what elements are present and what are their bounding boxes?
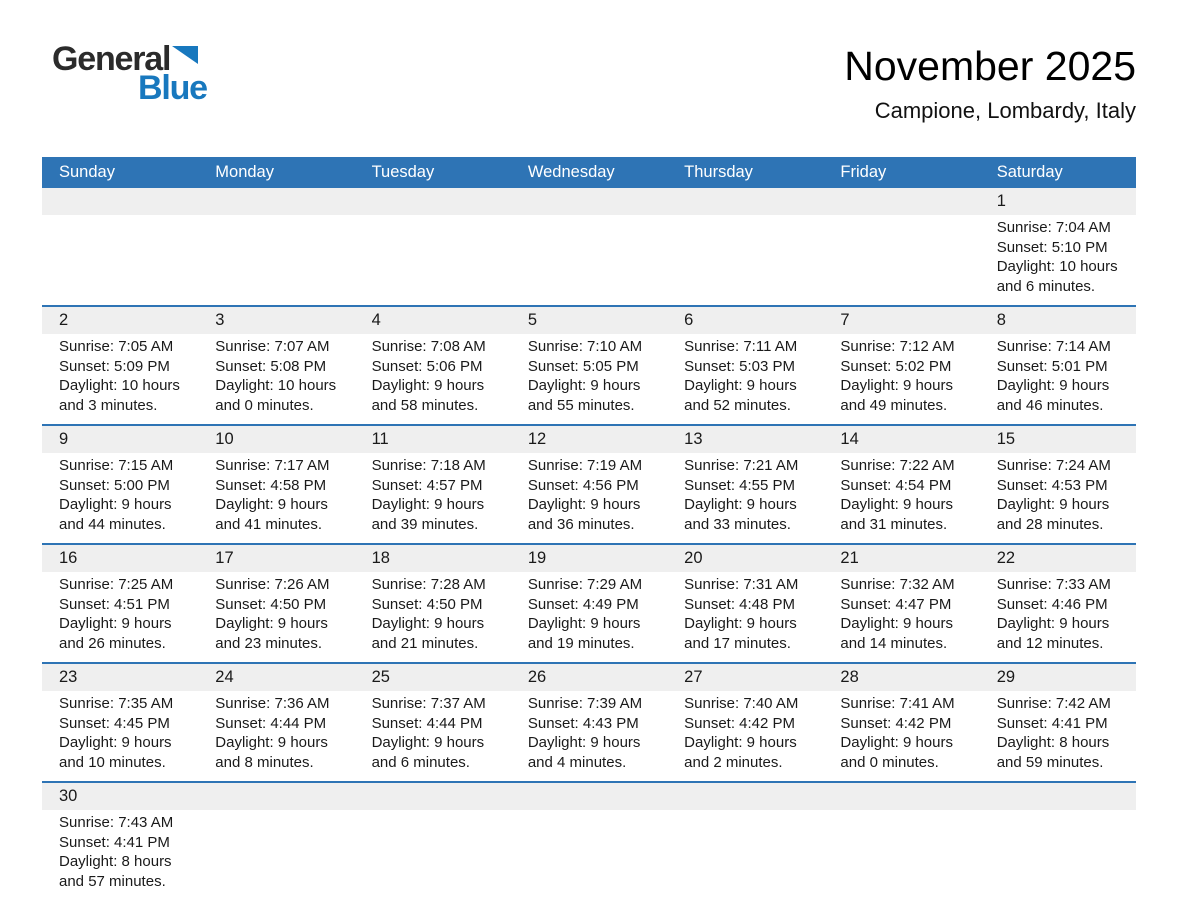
- day-number: 12: [511, 426, 667, 453]
- day-details: [511, 810, 667, 894]
- sunrise-text: Sunrise: 7:10 AM: [527, 338, 643, 355]
- empty-day-cell: [198, 188, 354, 305]
- day-details: [198, 572, 354, 662]
- daylight-text: Daylight: 9 hours and 55 minutes.: [527, 377, 641, 414]
- empty-day-cell: [198, 783, 354, 900]
- sunrise-text: Sunrise: 7:08 AM: [371, 338, 486, 355]
- daylight-text: Daylight: 9 hours and 36 minutes.: [527, 496, 641, 533]
- day-details: [980, 572, 1136, 662]
- day-cell: [823, 664, 979, 781]
- day-details: [42, 215, 198, 299]
- day-details: [198, 810, 354, 894]
- day-cell: [198, 664, 354, 781]
- day-cell: [823, 426, 979, 543]
- day-number: 4: [355, 307, 511, 334]
- sunrise-text: Sunrise: 7:33 AM: [996, 576, 1111, 593]
- sunrise-text: Sunrise: 7:36 AM: [215, 695, 330, 712]
- daylight-text: Daylight: 9 hours and 6 minutes.: [371, 734, 485, 771]
- daylight-text: Daylight: 8 hours and 57 minutes.: [59, 853, 172, 890]
- daylight-text: Daylight: 9 hours and 17 minutes.: [684, 615, 797, 652]
- sunrise-text: Sunrise: 7:12 AM: [840, 338, 955, 355]
- sunset-text: Sunset: 4:43 PM: [527, 714, 639, 732]
- week-row: [42, 305, 1136, 424]
- day-details: [667, 691, 823, 781]
- empty-day-cell: [42, 188, 198, 305]
- day-details: [198, 691, 354, 781]
- sunset-text: Sunset: 4:50 PM: [371, 595, 483, 613]
- day-number: 6: [667, 307, 823, 334]
- empty-day-cell: [667, 188, 823, 305]
- daylight-text: Daylight: 9 hours and 33 minutes.: [684, 496, 797, 533]
- sunrise-text: Sunrise: 7:39 AM: [527, 695, 643, 712]
- weekday-header-tuesday: Tuesday: [371, 163, 435, 181]
- day-number: 20: [667, 545, 823, 572]
- logo-text-general: General: [52, 40, 171, 78]
- daylight-text: Daylight: 9 hours and 52 minutes.: [684, 377, 797, 414]
- sunset-text: Sunset: 4:44 PM: [371, 714, 483, 732]
- day-number: 1: [980, 188, 1136, 215]
- empty-day-cell: [667, 783, 823, 900]
- day-details: [355, 810, 511, 894]
- sunset-text: Sunset: 4:50 PM: [215, 595, 327, 613]
- day-details: [823, 453, 979, 543]
- day-cell: [667, 426, 823, 543]
- day-number: 7: [823, 307, 979, 334]
- sunrise-text: Sunrise: 7:25 AM: [59, 576, 174, 593]
- sunrise-text: Sunrise: 7:15 AM: [59, 457, 174, 474]
- day-number: 17: [198, 545, 354, 572]
- day-details: [355, 453, 511, 543]
- sunrise-text: Sunrise: 7:43 AM: [59, 814, 174, 831]
- day-details: [667, 810, 823, 894]
- day-details: [823, 691, 979, 781]
- day-cell: [511, 545, 667, 662]
- daylight-text: Daylight: 10 hours and 0 minutes.: [215, 377, 337, 414]
- sunset-text: Sunset: 4:55 PM: [684, 476, 796, 494]
- week-row: [42, 188, 1136, 305]
- day-details: [42, 453, 198, 543]
- day-number: [355, 188, 511, 215]
- daylight-text: Daylight: 9 hours and 41 minutes.: [215, 496, 328, 533]
- sunrise-text: Sunrise: 7:18 AM: [371, 457, 486, 474]
- daylight-text: Daylight: 9 hours and 31 minutes.: [840, 496, 953, 533]
- sunset-text: Sunset: 4:42 PM: [684, 714, 796, 732]
- day-number: 14: [823, 426, 979, 453]
- day-cell: [355, 307, 511, 424]
- daylight-text: Daylight: 9 hours and 14 minutes.: [840, 615, 953, 652]
- day-number: 25: [355, 664, 511, 691]
- day-cell: [355, 545, 511, 662]
- sunset-text: Sunset: 5:01 PM: [996, 357, 1108, 375]
- day-details: [42, 334, 198, 424]
- weekday-header-row: [42, 157, 1136, 188]
- day-cell: [667, 307, 823, 424]
- empty-day-cell: [511, 188, 667, 305]
- sunrise-text: Sunrise: 7:42 AM: [996, 695, 1111, 712]
- sunset-text: Sunset: 4:57 PM: [371, 476, 483, 494]
- day-cell: [980, 307, 1136, 424]
- day-cell: [198, 426, 354, 543]
- day-number: 28: [823, 664, 979, 691]
- day-details: [667, 453, 823, 543]
- day-cell: [42, 426, 198, 543]
- weekday-header-friday: Friday: [840, 163, 887, 181]
- weekday-header-wednesday: Wednesday: [527, 163, 615, 181]
- day-details: [667, 334, 823, 424]
- day-details: [511, 691, 667, 781]
- day-details: [355, 215, 511, 299]
- sunset-text: Sunset: 4:42 PM: [840, 714, 952, 732]
- day-number: 5: [511, 307, 667, 334]
- day-cell: [980, 545, 1136, 662]
- sunrise-text: Sunrise: 7:21 AM: [684, 457, 799, 474]
- daylight-text: Daylight: 9 hours and 49 minutes.: [840, 377, 953, 414]
- sunset-text: Sunset: 4:56 PM: [527, 476, 639, 494]
- daylight-text: Daylight: 10 hours and 6 minutes.: [996, 258, 1118, 295]
- day-number: 11: [355, 426, 511, 453]
- sunset-text: Sunset: 4:45 PM: [59, 714, 170, 732]
- empty-day-cell: [823, 783, 979, 900]
- day-cell: [198, 545, 354, 662]
- daylight-text: Daylight: 9 hours and 26 minutes.: [59, 615, 172, 652]
- day-number: 9: [42, 426, 198, 453]
- sunrise-text: Sunrise: 7:07 AM: [215, 338, 330, 355]
- sunset-text: Sunset: 5:03 PM: [684, 357, 796, 375]
- weekday-header-sunday: Sunday: [59, 163, 115, 181]
- day-details: [980, 334, 1136, 424]
- daylight-text: Daylight: 9 hours and 21 minutes.: [371, 615, 485, 652]
- sunrise-text: Sunrise: 7:41 AM: [840, 695, 955, 712]
- sunrise-text: Sunrise: 7:37 AM: [371, 695, 486, 712]
- day-cell: [355, 426, 511, 543]
- day-cell: [980, 188, 1136, 305]
- empty-day-cell: [823, 188, 979, 305]
- sunrise-text: Sunrise: 7:26 AM: [215, 576, 330, 593]
- empty-day-cell: [355, 188, 511, 305]
- daylight-text: Daylight: 9 hours and 19 minutes.: [527, 615, 641, 652]
- sunset-text: Sunset: 5:02 PM: [840, 357, 952, 375]
- day-details: [511, 453, 667, 543]
- day-cell: [42, 783, 198, 900]
- day-number: 21: [823, 545, 979, 572]
- daylight-text: Daylight: 8 hours and 59 minutes.: [996, 734, 1110, 771]
- sunset-text: Sunset: 4:53 PM: [996, 476, 1108, 494]
- daylight-text: Daylight: 9 hours and 28 minutes.: [996, 496, 1110, 533]
- day-details: [823, 810, 979, 894]
- sunset-text: Sunset: 4:47 PM: [840, 595, 952, 613]
- sunset-text: Sunset: 4:41 PM: [996, 714, 1108, 732]
- day-details: [667, 215, 823, 299]
- day-details: [198, 453, 354, 543]
- sunrise-text: Sunrise: 7:22 AM: [840, 457, 955, 474]
- empty-day-cell: [980, 783, 1136, 900]
- empty-day-cell: [511, 783, 667, 900]
- day-number: 23: [42, 664, 198, 691]
- day-details: [511, 334, 667, 424]
- daylight-text: Daylight: 9 hours and 4 minutes.: [527, 734, 641, 771]
- sunrise-text: Sunrise: 7:31 AM: [684, 576, 799, 593]
- day-number: 24: [198, 664, 354, 691]
- day-number: [511, 188, 667, 215]
- day-cell: [980, 664, 1136, 781]
- day-cell: [42, 307, 198, 424]
- day-details: [355, 572, 511, 662]
- day-number: [823, 188, 979, 215]
- day-number: 16: [42, 545, 198, 572]
- day-details: [42, 572, 198, 662]
- sunset-text: Sunset: 5:09 PM: [59, 357, 170, 375]
- day-cell: [980, 426, 1136, 543]
- day-number: 18: [355, 545, 511, 572]
- empty-day-cell: [355, 783, 511, 900]
- logo-triangle-icon: [172, 46, 198, 64]
- day-number: [823, 783, 979, 810]
- day-details: [355, 334, 511, 424]
- day-number: 22: [980, 545, 1136, 572]
- location-subtitle: Campione, Lombardy, Italy: [874, 98, 1136, 124]
- sunrise-text: Sunrise: 7:14 AM: [996, 338, 1111, 355]
- day-number: 3: [198, 307, 354, 334]
- calendar-table: [42, 157, 1136, 900]
- weekday-header-saturday: Saturday: [996, 163, 1063, 181]
- day-number: [198, 188, 354, 215]
- daylight-text: Daylight: 9 hours and 0 minutes.: [840, 734, 953, 771]
- page-header: [0, 0, 1188, 124]
- daylight-text: Daylight: 9 hours and 2 minutes.: [684, 734, 797, 771]
- weekday-header-thursday: Thursday: [684, 163, 753, 181]
- sunrise-text: Sunrise: 7:24 AM: [996, 457, 1111, 474]
- day-details: [42, 691, 198, 781]
- day-cell: [42, 545, 198, 662]
- day-number: 26: [511, 664, 667, 691]
- week-row: [42, 781, 1136, 900]
- day-cell: [42, 664, 198, 781]
- day-cell: [823, 307, 979, 424]
- day-number: 29: [980, 664, 1136, 691]
- daylight-text: Daylight: 9 hours and 10 minutes.: [59, 734, 172, 771]
- day-cell: [667, 664, 823, 781]
- day-cell: [511, 426, 667, 543]
- week-row: [42, 424, 1136, 543]
- day-cell: [511, 307, 667, 424]
- day-number: 27: [667, 664, 823, 691]
- sunset-text: Sunset: 4:44 PM: [215, 714, 327, 732]
- day-number: [198, 783, 354, 810]
- sunrise-text: Sunrise: 7:19 AM: [527, 457, 643, 474]
- sunrise-text: Sunrise: 7:40 AM: [684, 695, 799, 712]
- day-number: [511, 783, 667, 810]
- title-block: [844, 44, 1136, 124]
- day-cell: [823, 545, 979, 662]
- day-details: [823, 334, 979, 424]
- day-number: 2: [42, 307, 198, 334]
- daylight-text: Daylight: 9 hours and 44 minutes.: [59, 496, 172, 533]
- daylight-text: Daylight: 9 hours and 8 minutes.: [215, 734, 328, 771]
- sunrise-text: Sunrise: 7:17 AM: [215, 457, 330, 474]
- sunset-text: Sunset: 4:58 PM: [215, 476, 327, 494]
- day-cell: [511, 664, 667, 781]
- week-row: [42, 662, 1136, 781]
- sunset-text: Sunset: 4:46 PM: [996, 595, 1108, 613]
- day-details: [511, 215, 667, 299]
- month-title: November 2025: [844, 43, 1136, 89]
- week-row: [42, 543, 1136, 662]
- sunset-text: Sunset: 5:08 PM: [215, 357, 327, 375]
- calendar-weeks: [42, 188, 1136, 900]
- day-details: [980, 215, 1136, 305]
- day-details: [198, 215, 354, 299]
- day-number: 19: [511, 545, 667, 572]
- day-details: [42, 810, 198, 900]
- day-details: [823, 215, 979, 299]
- daylight-text: Daylight: 9 hours and 12 minutes.: [996, 615, 1110, 652]
- sunrise-text: Sunrise: 7:05 AM: [59, 338, 174, 355]
- sunset-text: Sunset: 5:10 PM: [996, 238, 1108, 256]
- day-number: [980, 783, 1136, 810]
- sunset-text: Sunset: 4:49 PM: [527, 595, 639, 613]
- day-number: [42, 188, 198, 215]
- sunset-text: Sunset: 4:54 PM: [840, 476, 952, 494]
- day-cell: [667, 545, 823, 662]
- day-number: 8: [980, 307, 1136, 334]
- daylight-text: Daylight: 9 hours and 39 minutes.: [371, 496, 485, 533]
- day-cell: [198, 307, 354, 424]
- logo-text-blue: Blue: [138, 69, 207, 107]
- daylight-text: Daylight: 9 hours and 46 minutes.: [996, 377, 1110, 414]
- day-number: 13: [667, 426, 823, 453]
- daylight-text: Daylight: 9 hours and 23 minutes.: [215, 615, 328, 652]
- sunrise-text: Sunrise: 7:28 AM: [371, 576, 486, 593]
- daylight-text: Daylight: 10 hours and 3 minutes.: [59, 377, 180, 414]
- sunset-text: Sunset: 4:41 PM: [59, 833, 170, 851]
- day-details: [980, 810, 1136, 894]
- general-blue-logo: [52, 42, 207, 105]
- sunset-text: Sunset: 4:48 PM: [684, 595, 796, 613]
- day-number: [667, 783, 823, 810]
- day-cell: [355, 664, 511, 781]
- sunrise-text: Sunrise: 7:32 AM: [840, 576, 955, 593]
- sunset-text: Sunset: 5:05 PM: [527, 357, 639, 375]
- sunrise-text: Sunrise: 7:35 AM: [59, 695, 174, 712]
- day-details: [980, 453, 1136, 543]
- daylight-text: Daylight: 9 hours and 58 minutes.: [371, 377, 485, 414]
- day-number: 15: [980, 426, 1136, 453]
- sunset-text: Sunset: 4:51 PM: [59, 595, 170, 613]
- weekday-header-monday: Monday: [215, 163, 274, 181]
- sunrise-text: Sunrise: 7:04 AM: [996, 219, 1111, 236]
- day-details: [980, 691, 1136, 781]
- day-details: [198, 334, 354, 424]
- sunset-text: Sunset: 5:00 PM: [59, 476, 170, 494]
- day-details: [823, 572, 979, 662]
- day-details: [667, 572, 823, 662]
- sunset-text: Sunset: 5:06 PM: [371, 357, 483, 375]
- day-number: [667, 188, 823, 215]
- sunrise-text: Sunrise: 7:29 AM: [527, 576, 643, 593]
- day-number: 30: [42, 783, 198, 810]
- sunrise-text: Sunrise: 7:11 AM: [684, 338, 798, 355]
- day-number: 10: [198, 426, 354, 453]
- day-details: [355, 691, 511, 781]
- day-number: [355, 783, 511, 810]
- day-details: [511, 572, 667, 662]
